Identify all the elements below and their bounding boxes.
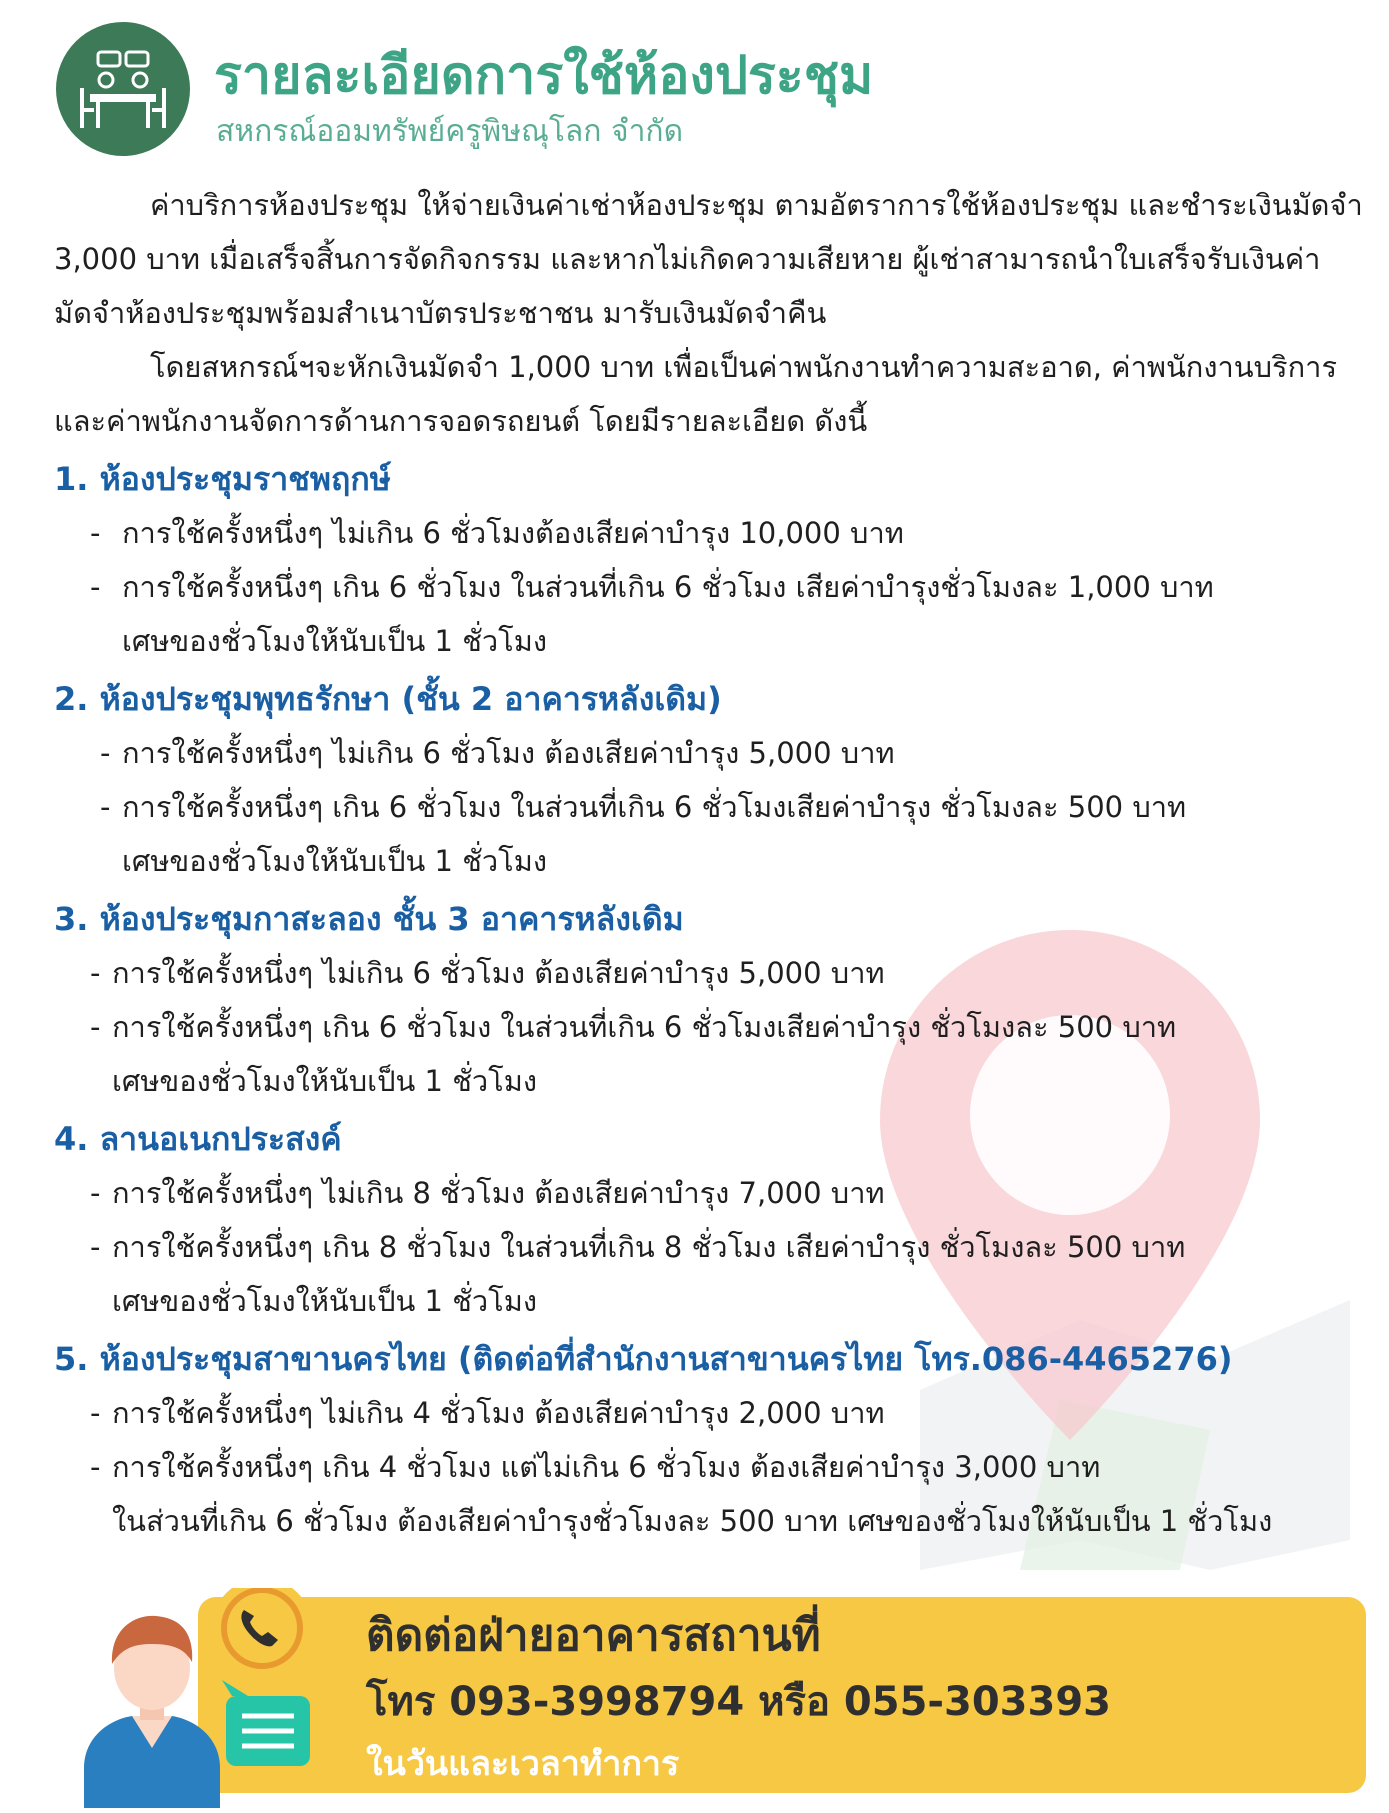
room-title: 3. ห้องประชุมกาสะลอง ชั้น 3 อาคารหลังเดิม (54, 900, 684, 938)
room-title: 4. ลานอเนกประสงค์ (54, 1120, 342, 1158)
list-item: - การใช้ครั้งหนึ่งๆ ไม่เกิน 6 ชั่วโมง ต้องเสียค่าบำรุง 5,000 บาท (100, 736, 895, 770)
main-content (54, 178, 1364, 1548)
list-item-continuation: เศษของชั่วโมงให้นับเป็น 1 ชั่วโมง (122, 624, 548, 658)
list-item: - การใช้ครั้งหนึ่งๆ เกิน 6 ชั่วโมง ในส่วนที่เกิน 6 ชั่วโมง เสียค่าบำรุงชั่วโมงละ 1,000 บาท (90, 570, 1214, 604)
intro-paragraph-1: ค่าบริการห้องประชุม ให้จ่ายเงินค่าเช่าห้องประชุม ตามอัตราการใช้ห้องประชุม และชำระเงินมัดจำ 3,000 บาท เมื่อเสร็จสิ้นการจัดกิจกรรม และหากไม่เกิดความเสียหาย ผู้เช่าสามารถนำใบเสร็จรับเงินค่ามัดจำห้องประชุมพร้อมสำเนาบัตรประชาชน มารับเงินมัดจำคืน (54, 188, 1363, 330)
intro-paragraph-2: โดยสหกรณ์ฯจะหักเงินมัดจำ 1,000 บาท เพื่อเป็นค่าพนักงานทำความสะอาด, ค่าพนักงานบริการ และค่าพนักงานจัดการด้านการจอดรถยนต์ โดยมีรายละเอียด ดังนี้ (54, 350, 1338, 438)
list-item-continuation: ในส่วนที่เกิน 6 ชั่วโมง ต้องเสียค่าบำรุงชั่วโมงละ 500 บาท เศษของชั่วโมงให้นับเป็น 1 ชั่วโมง (112, 1504, 1273, 1538)
room-section (54, 892, 1364, 1108)
list-item: - การใช้ครั้งหนึ่งๆ เกิน 8 ชั่วโมง ในส่วนที่เกิน 8 ชั่วโมง เสียค่าบำรุง ชั่วโมงละ 500 บาท (90, 1230, 1186, 1264)
list-item: - การใช้ครั้งหนึ่งๆ เกิน 4 ชั่วโมง แต่ไม่เกิน 6 ชั่วโมง ต้องเสียค่าบำรุง 3,000 บาท (90, 1450, 1101, 1484)
room-section (54, 672, 1364, 888)
room-title: 5. ห้องประชุมสาขานครไทย (ติดต่อที่สำนักงานสาขานครไทย โทร.086-4465276) (54, 1340, 1233, 1378)
contact-phone: โทร 093-3998794 หรือ 055-303393 (366, 1679, 1111, 1725)
list-item-continuation: เศษของชั่วโมงให้นับเป็น 1 ชั่วโมง (122, 844, 548, 878)
contact-title: ติดต่อฝ่ายอาคารสถานที่ (366, 1610, 821, 1661)
list-item-continuation: เศษของชั่วโมงให้นับเป็น 1 ชั่วโมง (112, 1284, 538, 1318)
contact-hours: ในวันและเวลาทำการ (366, 1744, 680, 1784)
list-item-continuation: เศษของชั่วโมงให้นับเป็น 1 ชั่วโมง (112, 1064, 538, 1098)
room-section (54, 1112, 1364, 1328)
list-item: - การใช้ครั้งหนึ่งๆ ไม่เกิน 6 ชั่วโมงต้องเสียค่าบำรุง 10,000 บาท (90, 516, 904, 550)
room-section (54, 1332, 1364, 1548)
page-title: รายละเอียดการใช้ห้องประชุม (214, 46, 874, 106)
meeting-room-icon (56, 22, 190, 156)
room-title: 2. ห้องประชุมพุทธรักษา (ชั้น 2 อาคารหลังเดิม) (54, 680, 722, 718)
list-item: - การใช้ครั้งหนึ่งๆ เกิน 6 ชั่วโมง ในส่วนที่เกิน 6 ชั่วโมงเสียค่าบำรุง ชั่วโมงละ 500 บาท (100, 790, 1187, 824)
list-item: - การใช้ครั้งหนึ่งๆ ไม่เกิน 4 ชั่วโมง ต้องเสียค่าบำรุง 2,000 บาท (90, 1396, 885, 1430)
list-item: - การใช้ครั้งหนึ่งๆ เกิน 6 ชั่วโมง ในส่วนที่เกิน 6 ชั่วโมงเสียค่าบำรุง ชั่วโมงละ 500 บาท (90, 1010, 1177, 1044)
room-section (54, 452, 1364, 668)
room-title: 1. ห้องประชุมราชพฤกษ์ (54, 460, 391, 498)
list-item: - การใช้ครั้งหนึ่งๆ ไม่เกิน 8 ชั่วโมง ต้องเสียค่าบำรุง 7,000 บาท (90, 1176, 885, 1210)
organization-name: สหกรณ์ออมทรัพย์ครูพิษณุโลก จำกัด (216, 114, 684, 149)
list-item: - การใช้ครั้งหนึ่งๆ ไม่เกิน 6 ชั่วโมง ต้องเสียค่าบำรุง 5,000 บาท (90, 956, 885, 990)
support-person-icon (72, 1588, 352, 1808)
